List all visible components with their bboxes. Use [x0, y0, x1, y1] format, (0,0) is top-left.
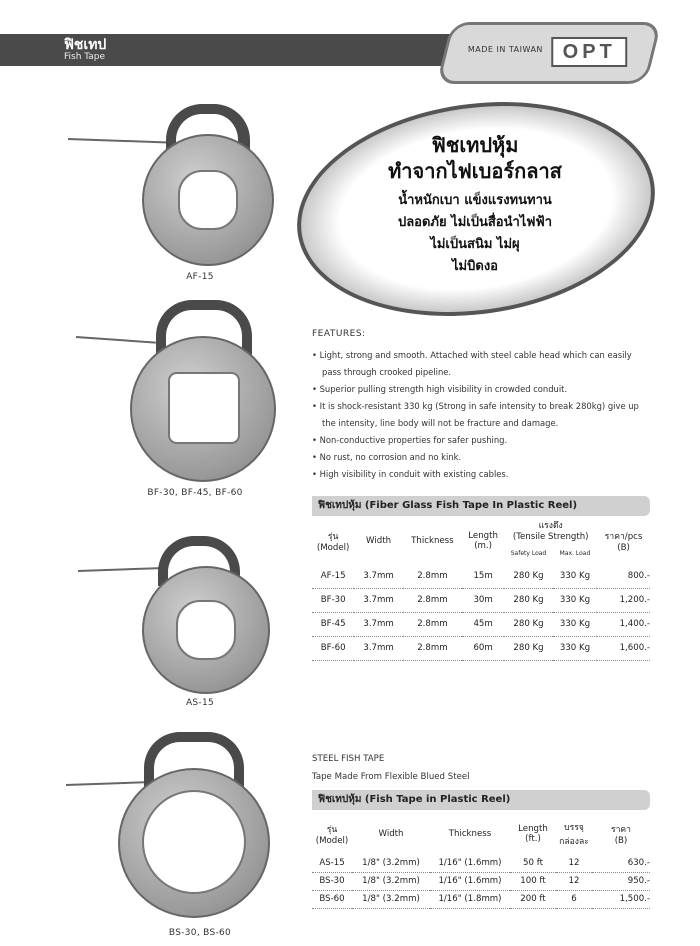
table-row: BF-45 3.7mm 2.8mm 45m 280 Kg 330 Kg 1,400.- — [312, 612, 650, 636]
features-title: FEATURES: — [312, 329, 366, 339]
callout-line-5: ไม่เป็นสนิม ไม่ผุ — [430, 237, 520, 252]
page-header — [0, 30, 700, 70]
table-row: BF-60 3.7mm 2.8mm 60m 280 Kg 330 Kg 1,600.- — [312, 636, 650, 660]
feature-item: • Non-conductive properties for safer pushing. — [312, 435, 508, 445]
table-steel-title: ฟิชเทปหุ้ม (Fish Tape in Plastic Reel) — [312, 790, 650, 810]
th-thickness: Thickness — [411, 536, 454, 546]
brand-badge — [436, 22, 661, 84]
table-row: BS-30 1/8" (3.2mm) 1/16" (1.6mm) 100 ft 12 950.- — [312, 872, 650, 890]
th-price: ราคา (B) — [610, 825, 632, 846]
callout-line-3: น้ำหนักเบา แข็งแรงทนทาน — [398, 193, 552, 208]
page-title-english: Fish Tape — [64, 52, 106, 62]
table-fiberglass — [312, 518, 650, 661]
table-row: AF-15 3.7mm 2.8mm 15m 280 Kg 330 Kg 800.- — [312, 564, 650, 588]
th-tensile: แรงดึง (Tensile Strength) — [512, 521, 589, 542]
callout-line-4: ปลอดภัย ไม่เป็นสื่อนำไฟฟ้า — [397, 215, 553, 230]
feature-item: • High visibility in conduit with existing cables. — [312, 469, 509, 479]
product-image-bf — [70, 296, 290, 486]
product-caption-bf: BF-30, BF-45, BF-60 — [147, 488, 243, 498]
th-price: ราคา/pcs (B) — [604, 532, 643, 553]
product-caption-bs: BS-30, BS-60 — [168, 928, 232, 938]
callout-text — [330, 132, 620, 278]
table-row: BF-30 3.7mm 2.8mm 30m 280 Kg 330 Kg 1,200.- — [312, 588, 650, 612]
callout-line-6: ไม่บิดงอ — [452, 259, 498, 274]
feature-item: • Light, strong and smooth. Attached with steel cable head which can easily pass through crooked pipeline. — [312, 350, 632, 377]
th-width: Width — [366, 536, 392, 546]
th-pack: บรรจุ กล่องละ — [559, 823, 589, 847]
table-fiberglass-title: ฟิชเทปหุ้ม (Fiber Glass Fish Tape In Plastic Reel) — [312, 496, 650, 516]
th-model: รุ่น (Model) — [315, 825, 349, 846]
th-length: Length (m.) — [468, 531, 498, 551]
product-caption-af15: AF-15 — [186, 272, 214, 282]
th-width: Width — [378, 829, 404, 839]
product-caption-as15: AS-15 — [185, 698, 215, 708]
table-steel — [312, 814, 650, 909]
feature-item: • It is shock-resistant 330 kg (Strong in safe intensity to break 280kg) give up the intensity, line body will not be fracture and damage. — [312, 401, 639, 428]
table-row: BS-60 1/8" (3.2mm) 1/16" (1.8mm) 200 ft 6 1,500.- — [312, 890, 650, 908]
table-row: AS-15 1/8" (3.2mm) 1/16" (1.6mm) 50 ft 12 630.- — [312, 854, 650, 872]
th-model: รุ่น (Model) — [316, 532, 350, 553]
feature-item: • Superior pulling strength high visibility in crowded conduit. — [312, 384, 568, 394]
made-in-label: MADE IN TAIWAN — [467, 45, 543, 54]
th-max-load: Max. Load — [559, 549, 591, 557]
feature-item: • No rust, no corrosion and no kink. — [312, 452, 462, 462]
th-safety-load: Safety Load — [510, 549, 547, 557]
th-thickness: Thickness — [448, 829, 492, 839]
brand-logo: OPT — [551, 37, 627, 67]
product-image-bs — [62, 732, 282, 922]
th-length: Length (ft.) — [518, 824, 548, 844]
callout-line-2: ทำจากไฟเบอร์กลาส — [388, 159, 562, 183]
steel-title: STEEL FISH TAPE — [312, 754, 385, 764]
product-image-af15 — [60, 104, 280, 274]
product-image-as15 — [74, 536, 284, 696]
steel-section — [312, 750, 470, 786]
steel-subtitle: Tape Made From Flexible Blued Steel — [312, 772, 470, 782]
callout-line-1: ฟิชเทปหุ้ม — [431, 133, 519, 157]
features-section — [312, 326, 652, 483]
page-title-thai: ฟิชเทป — [64, 37, 107, 53]
